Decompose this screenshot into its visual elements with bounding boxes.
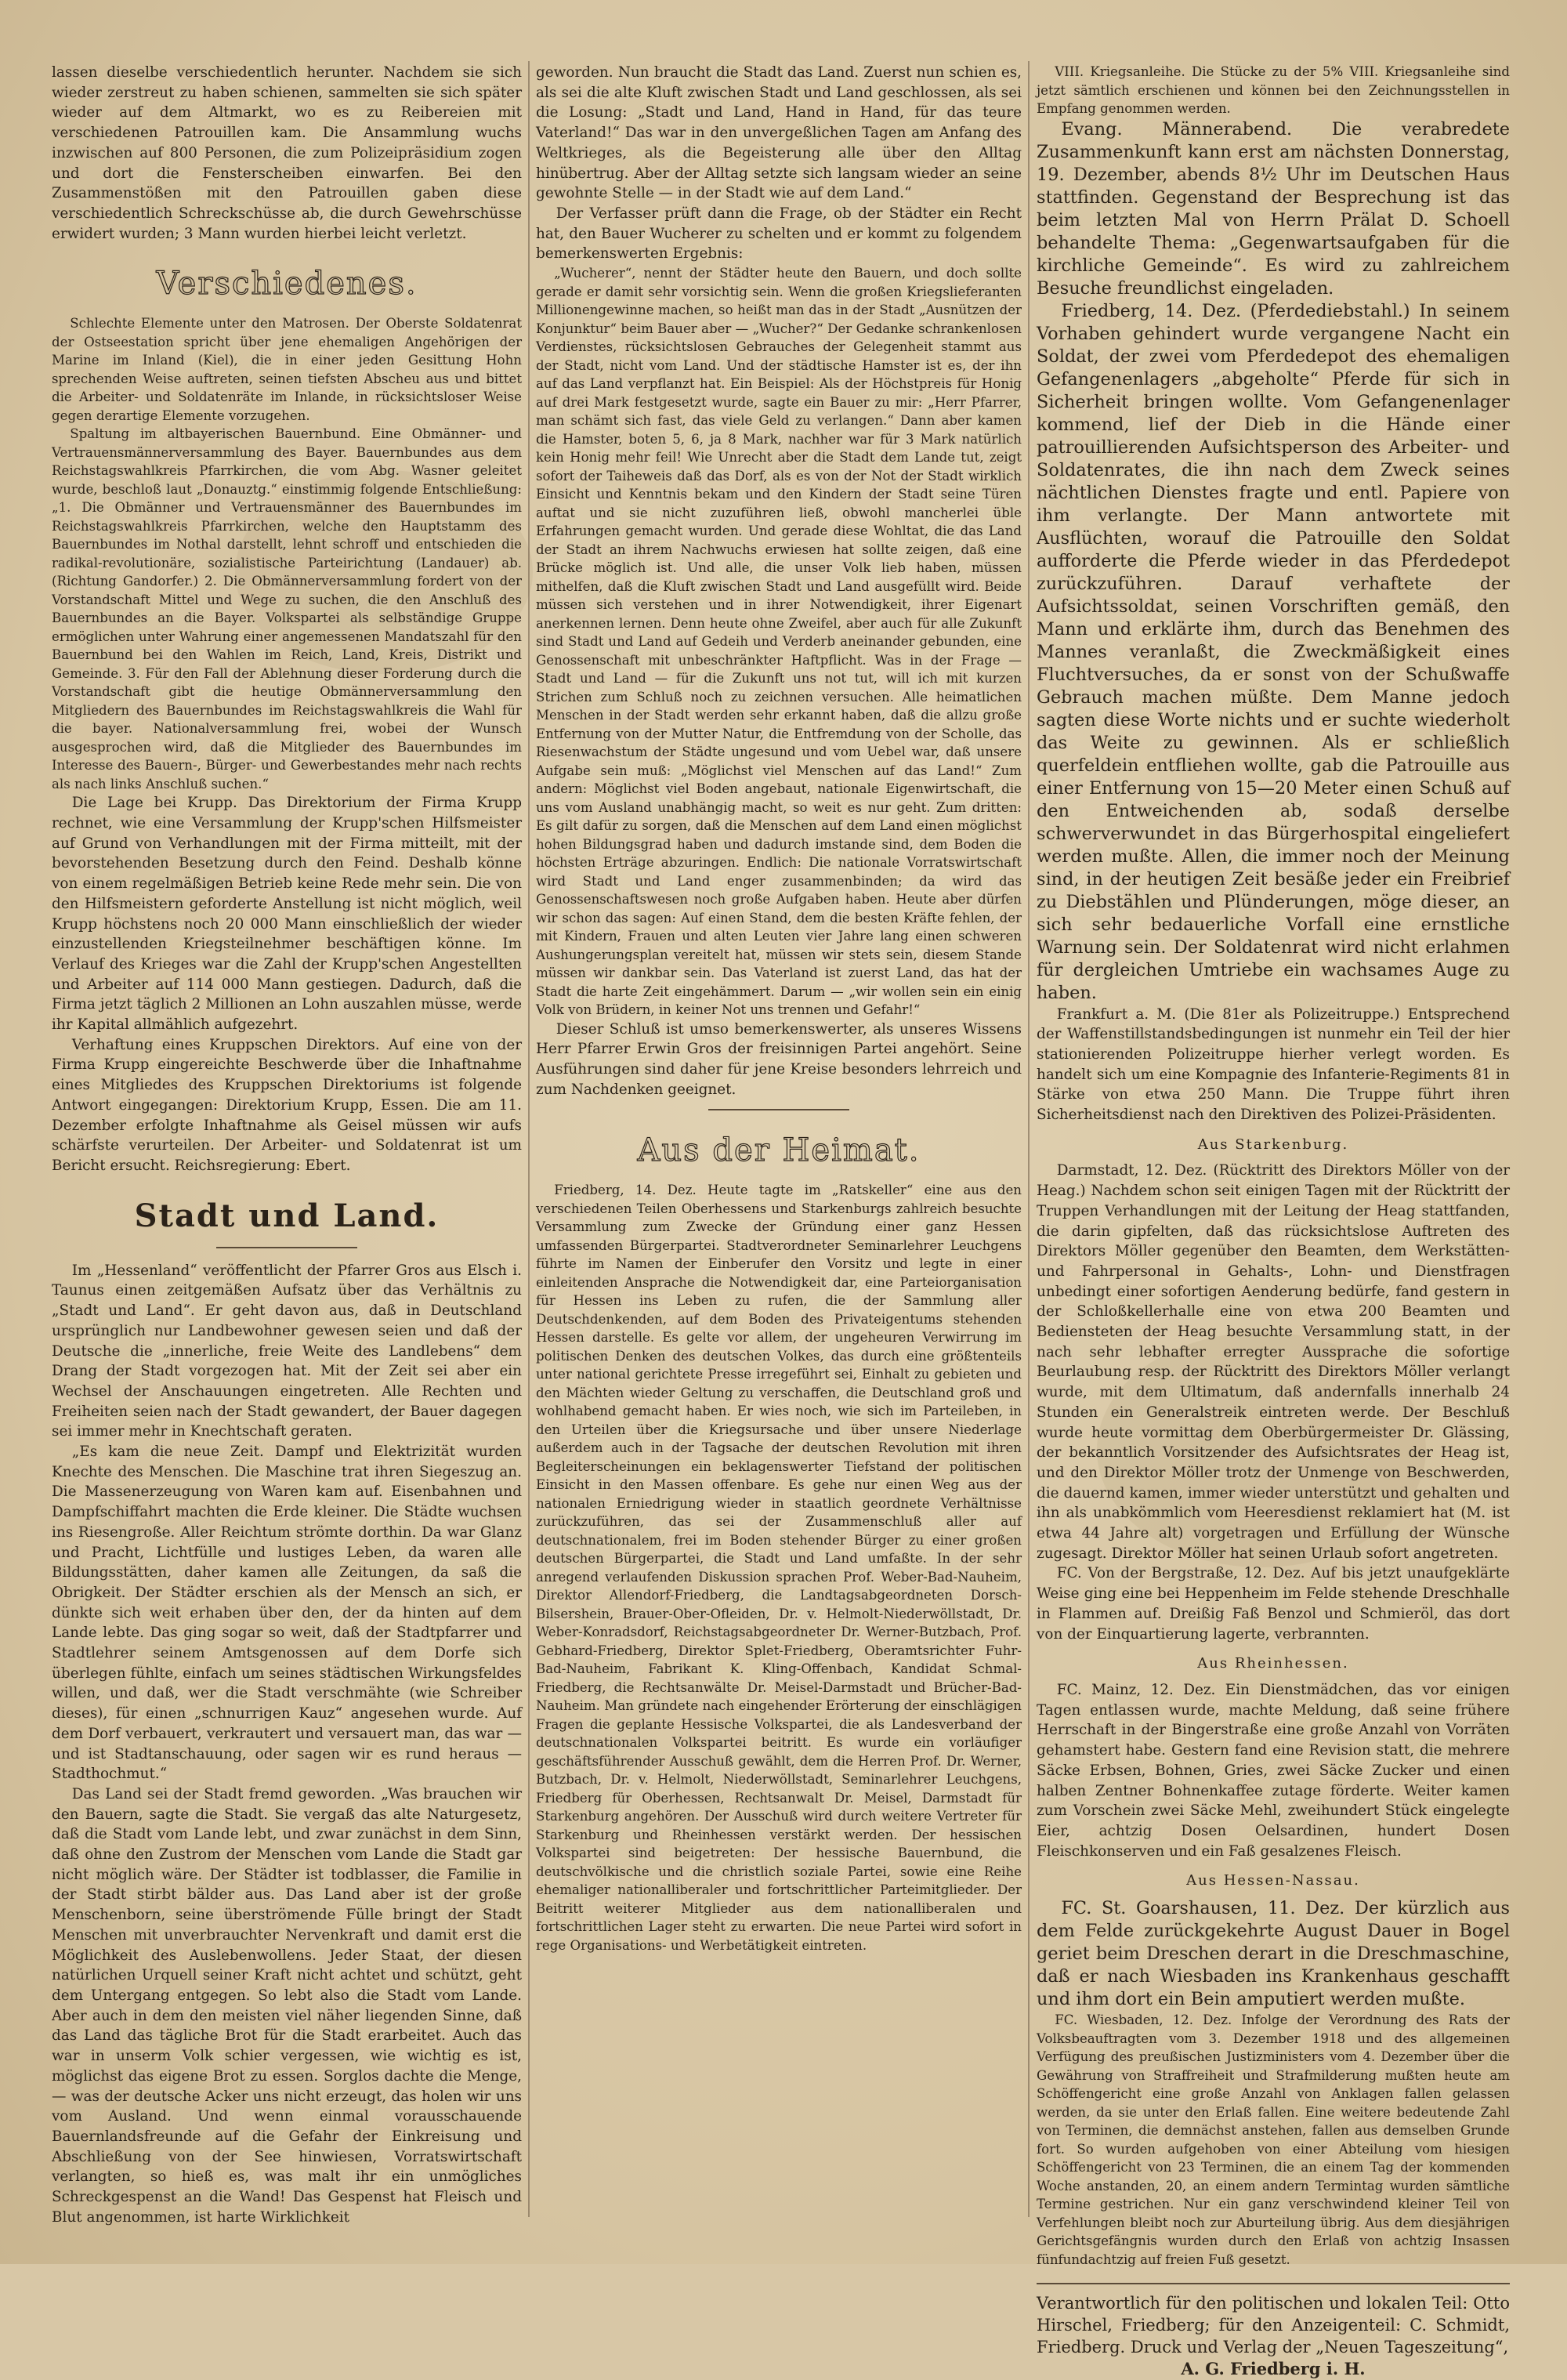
imprint-publisher: A. G. Friedberg i. H. bbox=[1181, 2359, 1366, 2379]
article-frankfurt: Frankfurt a. M. (Die 81er als Polizeitruppe.) Entsprechend der Waffenstillstandsbedingungen ist nunmehr ein Teil der hier stationierenden Polizeitruppe hierher verlegt worden. Es handelt sich um eine Kompagnie des Infanterie-Regiments 81 in Stärke von etwa 250 Mann. Die Truppe führt ihren Sicherheitsdienst nach den Direktiven des Polizei-Präsidenten. bbox=[1037, 1005, 1510, 1124]
article-krupp: Die Lage bei Krupp. Das Direktorium der Firma Krupp rechnet, wie eine Versammlung der Krupp'schen Hilfsmeister auf Grund von Verhandlungen mit der Firma mitteilt, mit der bevorstehenden Besetzung durch den Feind. Deshalb könne von einem regelmäßigen Betrieb keine Rede mehr sein. Die von den Hilfsmeistern geforderte Anstellung ist nicht möglich, weil Krupp höchstens noch 20 000 Mann einschließlich der wieder einzustellenden Kriegsteilnehmer beschäftigen könne. Im Verlauf des Krieges war die Zahl der Krupp'schen Angestellten und Arbeiter auf 114 000 Mann gestiegen. Dadurch, daß die Firma jetzt täglich 2 Millionen an Lohn auszahlen müsse, werde ihr Kapital allmählich aufgezehrt. bbox=[52, 795, 522, 1034]
article-buergerpartei: Friedberg, 14. Dez. Heute tagte im „Ratskeller“ eine aus den verschiedenen Teilen Oberhessens und Starkenburgs zahlreich besuchte Versammlung zum Zwecke der Gründung einer ganz Hessen umfassenden Bürgerpartei. Stadtverordneter Seminarlehrer Leuchgens führte im Namen der Einberufer den Vorsitz und legte in einer einleitenden Ansprache die Notwendigkeit dar, eine Parteiorganisation für Hessen ins Leben zu rufen, die der Sammlung aller Deutschdenkenden, auf dem Boden des Privateigentums stehenden Hessen darstelle. Es gelte vor allem, der ungeheuren Verwirrung im politischen Denken des deutschen Volkes, das durch eine größtenteils unter national gerichtete Presse irregeführt sei, Einhalt zu gebieten und den Mächten wieder Geltung zu verschaffen, die Deutschland groß und wohlhabend gemacht haben. Er wies noch, wie sich im Parteileben, in den Urteilen über die Kriegsursache und über unsere Niederlage außerdem auch in der Tagsache der deutschen Revolution mit ihren Begleiterscheinungen ein beklagenswerter Tiefstand der politischen Einsicht in den Massen offenbare. Es gehe nur einen Weg aus der nationalen Erniedrigung wieder in staatlich geordnete Verhältnisse zurückzuführen, das sei der Zusammenschluß aller auf deutschnationalem, frei im Boden stehender Bürger zu einer großen deutschen Bürgerpartei, die Stadt und Land umfaßte. In der sehr anregend verlaufenden Diskussion sprachen Prof. Weber-Bad-Nauheim, Direktor Allendorf-Friedberg, die Landtagsabgeordneten Dorsch-Bilsershein, Brauer-Ober-Ofleiden, Dr. v. Helmolt-Niederwöllstadt, Dr. Weber-Konradsdorf, Reichstagsabgeordneter Dr. Werner-Butzbach, Prof. Gebhard-Friedberg, Direktor Splet-Friedberg, Oberamtsrichter Fuhr-Bad-Nauheim, Fabrikant K. Kling-Offenbach, Kandidat Schmal-Friedberg, die Rechtsanwälte Dr. Meisel-Darmstadt und Brücher-Bad-Nauheim. Man gründete nach eingehender Erörterung der einschlägigen Fragen die geplante Hessische Volkspartei, die als Landesverband der deutschnationalen Volkspartei beitritt. Es wurde ein vorläufiger geschäftsführender Ausschuß gewählt, dem die Herren Prof. Dr. Werner, Butzbach, Dr. v. Helmolt, Niederwöllstadt, Seminarlehrer Leuchgens, Friedberg für Oberhessen, Rechtsanwalt Dr. Meisel, Darmstadt für Starkenburg angehören. Der Ausschuß wird durch weitere Vertreter für Starkenburg und Rheinhessen verstärkt werden. Der hessischen Volkspartei sind beigetreten: Der hessische Bauernbund, die deutschvölkische und die christlich soziale Partei, sowie eine Reihe ehemaliger nationalliberaler und fortschrittlicher Parteimitglieder. Der Beitritt weiterer Mitglieder aus dem nationalliberalen und fortschrittlichen Lager steht zu erwarten. Die neue Partei wird sofort in rege Organisations- und Werbetätigkeit eintreten. bbox=[536, 1183, 1022, 1953]
article-mainz: FC. Mainz, 12. Dez. Ein Dienstmädchen, das vor einigen Tagen entlassen wurde, machte Meldung, daß seine frühere Herrschaft in der Bingerstraße eine große Anzahl von Vorräten gehamstert habe. Gestern fand eine Revision statt, die mehrere Säcke Erbsen, Bohnen, Gries, zwei Säcke Zucker und einen halben Zentner Bohnenkaffee zutage förderte. Weiter kamen zum Vorschein zwei Säcke Mehl, zweihundert Stück eingelegte Eier, achtzig Dosen Oelsardinen, hundert Dosen Fleischkonserven und ein Faß gesalzenes Fleisch. bbox=[1037, 1682, 1510, 1860]
article-paragraph: Der Verfasser prüft dann die Frage, ob der Städter ein Recht hat, den Bauer Wucherer zu schelten und er kommt zu folgendem bemerkenswerten Ergebnis: bbox=[536, 205, 1022, 263]
subheading-hessen-nassau: Aus Hessen-Nassau. bbox=[1186, 1872, 1360, 1889]
article-matrosen: Schlechte Elemente unter den Matrosen. Der Oberste Soldatenrat der Ostseestation spricht über jene ehemaligen Angehörigen der Marine im Inland (Kiel), die in einer jeden Gesittung Hohn sprechenden Weise auftreten, seinen tiefsten Abscheu aus und bittet die Arbeiter- und Soldatenräte im Inlande, in rücksichtsloser Weise gegen derartige Elemente vorzugehen. bbox=[52, 316, 522, 423]
article-continuation: geworden. Nun braucht die Stadt das Land. Zuerst nun schien es, als sei die alte Kluft zwischen Stadt und Land geschlossen, als sei die Losung: „Stadt und Land, Hand in Hand, für das teure Vaterland!“ Das war in den unvergeßlichen Tagen am Anfang des Weltkrieges, als die Begeisterung alle über den Alltag hinübertrug. Aber der Alltag setzte sich langsam wieder an seine gewohnte Stelle — in der Stadt wie auf dem Land.“ bbox=[536, 64, 1022, 202]
article-bergstrasse: FC. Von der Bergstraße, 12. Dez. Auf bis jetzt unaufgeklärte Weise ging eine bei Heppenheim im Felde stehende Dreschhalle in Flammen auf. Dreißig Faß Benzol und Schmieröl, das dort von der Einquartierung lagerte, verbrannten. bbox=[1037, 1565, 1510, 1643]
imprint bbox=[1037, 2283, 1510, 2380]
article-stadt-land-intro: Im „Hessenland“ veröffentlicht der Pfarrer Gros aus Elsch i. Taunus einen zeitgemäßen Aufsatz über das Verhältnis zu „Stadt und Land“. Er geht davon aus, daß in Deutschland ursprünglich nur Landbewohner gewesen seien und daß der Deutsche die „innerliche, freie Weite des Landlebens“ dem Drang der Stadt vorgezogen hat. Mit der Zeit sei aber ein Wechsel der Anschauungen eingetreten. Alle Rechten und Freiheiten seien nach der Stadt gewandert, der Bauer dagegen sei immer mehr in Knechtschaft geraten. bbox=[52, 1262, 522, 1440]
article-darmstadt: Darmstadt, 12. Dez. (Rücktritt des Direktors Möller von der Heag.) Nachdem schon seit einigen Tagen mit der Rücktritt der Truppen Verhandlungen mit der Leitung der Heag stattfanden, die darin gipfelten, daß das rücksichtslose Auftreten des Direktors Möller gegenüber den Beamten, dem Werkstätten- und Fahrpersonal in Gehalts-, Lohn- und Dienstfragen unbedingt einer sofortigen Aenderung bedürfe, fand gestern in der Schloßkellerhalle eine von etwa 200 Beamten und Bediensteten der Heag besuchte Versammlung statt, in der nach sehr lebhafter erregter Aussprache die sofortige Beurlaubung resp. der Rücktritt des Direktors Möller verlangt wurde, mit dem Ultimatum, daß andernfalls innerhalb 24 Stunden ein Generalstreik eintreten werde. Der Beschluß wurde heute vormittag dem Oberbürgermeister Dr. Glässing, der bekanntlich Vorsitzender des Aufsichtsrates der Heag ist, und den Direktor Möller trotz der Unmenge von Beschwerden, die dauernd kamen, immer wieder unterstützt und gehalten und ihn als unabkömmlich vom Heeresdienst reklamiert hat (M. ist etwa 44 Jahre alt) vorgetragen und Erfüllung der Wünsche zugesagt. Direktor Möller hat seinen Urlaub sofort angetreten. bbox=[1037, 1162, 1510, 1562]
heading-rule bbox=[708, 1109, 849, 1110]
section-heading-aus-der-heimat: Aus der Heimat. bbox=[637, 1132, 921, 1169]
article-maennerabend: Evang. Männerabend. Die verabredete Zusammenkunft kann erst am nächsten Donnerstag, 19. Dezember, abends 8½ Uhr im Deutschen Haus stattfinden. Gegenstand der Besprechung ist das beim letzten Mal von Herrn Prälat D. Schoell behandelte Thema: „Gegenwartsaufgaben für die kirchliche Gemeinde“. Es wird zu zahlreichem Besuche freundlichst eingeladen. bbox=[1037, 118, 1510, 299]
column-rule bbox=[1028, 61, 1030, 2217]
column-rule bbox=[528, 61, 530, 2217]
section-heading-stadt-und-land: Stadt und Land. bbox=[134, 1197, 440, 1234]
column-2 bbox=[536, 63, 1022, 2233]
article-paragraph: Dieser Schluß ist umso bemerkenswerter, als unseres Wissens Herr Pfarrer Erwin Gros der freisinnigen Partei angehört. Seine Ausführungen sind daher für jene Kreise besonders lehrreich und zum Nachdenken geeignet. bbox=[536, 1020, 1022, 1098]
article-kriegsanleihe: VIII. Kriegsanleihe. Die Stücke zu der 5% VIII. Kriegsanleihe sind jetzt sämtlich erschienen und können bei den Zeichnungsstellen in Empfang genommen werden. bbox=[1037, 64, 1510, 116]
subheading-starkenburg: Aus Starkenburg. bbox=[1197, 1136, 1349, 1153]
article-krupp-direktor: Verhaftung eines Kruppschen Direktors. Auf eine von der Firma Krupp eingereichte Beschwerde über die Inhaftnahme eines Mitgliedes des Kruppschen Direktoriums ist folgende Antwort eingegangen: Direktorium Krupp, Essen. Die am 11. Dezember erfolgte Inhaftnahme als Geisel müssen wir aufs schärfste verurteilen. Der Arbeiter- und Soldatenrat ist um Bericht ersucht. Reichsregierung: Ebert. bbox=[52, 1036, 522, 1174]
article-continuation: lassen dieselbe verschiedentlich herunter. Nachdem sie sich wieder zerstreut zu haben schienen, sammelten sie sich später wieder auf dem Altmarkt, wo es zu Reibereien mit verschiedenen Patrouillen kam. Die Ansammlung wuchs inzwischen auf 800 Personen, die zum Polizeipräsidium zogen und dort die Fensterscheiben einwarfen. Bei den Zusammenstößen mit den Patrouillen gaben diese verschiedentlich Schreckschüsse ab, die durch Gewehrschüsse erwidert wurden; 3 Mann wurden hierbei leicht verletzt. bbox=[52, 64, 522, 242]
article-wiesbaden: FC. Wiesbaden, 12. Dez. Infolge der Verordnung des Rats der Volksbeauftragten vom 3. Dezember 1918 und des allgemeinen Verfügung des preußischen Justizministers vom 4. Dezember über die Gewährung von Straffreiheit und Strafmilderung mußten heute am Schöffengericht eine große Anzahl von Anklagen fallen gelassen werden, da sie unter den Erlaß fallen. Eine weitere bedeutende Zahl von Terminen, die demnächst anstehen, fallen aus demselben Grunde fort. So wurden aufgehoben von einer Abteilung vom hiesigen Schöffengericht von 23 Terminen, die an einem Tag der kommenden Woche anstanden, 20, an einem andern Termintag wurden sämtliche Termine gestrichen. Nur ein ganz verschwindend kleiner Teil von Verfehlungen bleibt noch zur Aburteilung übrig. Aus dem diesjährigen Gerichtsgefängnis wurden durch den Erlaß von achtzig Insassen fünfundachtzig auf freien Fuß gesetzt. bbox=[1037, 2012, 1510, 2267]
subheading-rheinhessen: Aus Rheinhessen. bbox=[1197, 1655, 1349, 1672]
column-3 bbox=[1037, 63, 1510, 2379]
imprint-text: Verantwortlich für den politischen und lokalen Teil: Otto Hirschel, Friedberg; für den Anzeigenteil: C. Schmidt, Friedberg. Druck und Verlag der „Neuen Tageszeitung“, bbox=[1037, 2294, 1510, 2357]
article-stadt-land-cont: Das Land sei der Stadt fremd geworden. „Was brauchen wir den Bauern, sagte die Stadt. Sie vergaß das alte Naturgesetz, daß die Stadt vom Lande lebt, und zwar zunächst in dem Sinn, daß ohne den Zustrom der Menschen vom Lande die Stadt gar nicht möglich wäre. Der Städter ist todblasser, die Familie in der Stadt stirbt bälder aus. Das Land aber ist der große Menschenborn, seine überströmende Fülle bringt der Stadt Menschen mit unverbrauchter Nervenkraft und damit erst die Möglichkeit des Auslebenwollens. Jeder Staat, der diesen natürlichen Urquell seiner Kraft nicht achtet und schützt, geht dem Untergang entgegen. So lebt also die Stadt vom Lande. Aber auch in dem den meisten viel näher liegenden Sinne, daß das Land das tägliche Brot für die Stadt erarbeitet. Auch das war in unserm Volk schier vergessen, wie wichtig es ist, möglichst das eigene Brot zu essen. Sorglos dachte die Menge, — was der deutsche Acker uns nicht erzeugt, das holen wir uns vom Ausland. Und wenn einmal vorausschauende Bauernlandsfreunde auf die Gefahr der Einkreisung und Abschließung von der See hinwiesen, Vorratswirtschaft verlangten, so hieß es, was malt ihr ein unmögliches Schreckgespenst an die Wand! Das Gespenst hat Fleisch und Blut angenommen, ist harte Wirklichkeit bbox=[52, 1785, 522, 2226]
column-1 bbox=[52, 63, 522, 2233]
article-bauernbund: Spaltung im altbayerischen Bauernbund. Eine Obmänner- und Vertrauensmännerversammlung des Bayer. Bauernbundes aus dem Reichstagswahlkreis Pfarrkirchen, die vom Abg. Wasner geleitet wurde, beschloß laut „Donauztg.“ einstimmig folgende Entschließung: „1. Die Obmänner und Vertrauensmänner des Bauernbundes im Reichstagswahlkreis Pfarrkirchen, welche den Hauptstamm des Bauernbundes im Nothal darstellt, lehnt schroff und entschieden die radikal-revolutionäre, sozialistische Parteirichtung (Landauer) ab. (Richtung Gandorfer.) 2. Die Obmännerversammlung fordert von der Vorstandschaft Mittel und Wege zu suchen, die den Anschluß des Bauernbundes an die Bayer. Volkspartei als selbständige Gruppe ermöglichen unter Wahrung einer angemessenen Mandatszahl für den Bauernbund bei den Wahlen im Reich, Land, Kreis, Distrikt und Gemeinde. 3. Für den Fall der Ablehnung dieser Forderung durch die Vorstandschaft gibt die heutige Obmännerversammlung den Mitgliedern des Bauernbundes im Reichstagswahlkreis die Wahl für die bayer. Nationalversammlung frei, wobei der Wunsch ausgesprochen wird, daß die Mitglieder des Bauernbundes im Interesse des Bauern-, Bürger- und Gewerbestandes mehr nach rechts als nach links Anschluß suchen.“ bbox=[52, 426, 522, 792]
article-stadt-land-quote: „Es kam die neue Zeit. Dampf und Elektrizität wurden Knechte des Menschen. Die Maschine trat ihren Siegeszug an. Die Massenerzeugung von Waren kam auf. Eisenbahnen und Dampfschiffahrt machten die Erde kleiner. Die Städte wuchsen ins Riesengroße. Aller Reichtum strömte dorthin. Da war Glanz und Pracht, Lichtfülle und lustiges Leben, da waren alle Bildungsstätten, daher kamen alle Zeitungen, da saß die Obrigkeit. Der Städter erschien als der Mensch an sich, er dünkte sich weit erhaben über den, der da hinten auf dem Lande lebte. Das ging sogar so weit, daß der Stadtpfarrer und Stadtlehrer seinem Amtsgenossen auf dem Dorfe sich überlegen fühlte, einfach um seines städtischen Wirkungsfeldes willen, und daß, wer die Stadt verschmähte (wie Schreiber dieses), für einen „schnurrigen Kauz“ angesehen wurde. Auf dem Dorf verbauert, verkrautert und versauert man, das war — und ist Stadtanschauung, oder sagen wir es rund heraus — Stadthochmut.“ bbox=[52, 1444, 522, 1783]
section-heading-verschiedenes: Verschiedenes. bbox=[156, 266, 418, 302]
heading-rule bbox=[216, 1247, 357, 1248]
article-st-goarshausen: FC. St. Goarshausen, 11. Dez. Der kürzlich aus dem Felde zurückgekehrte August Dauer in Bogel geriet beim Dreschen derart in die Dreschmaschine, daß er nach Wiesbaden ins Krankenhaus geschafft und ihm dort ein Bein amputiert werden mußte. bbox=[1037, 1898, 1510, 2010]
article-pferdediebstahl: Friedberg, 14. Dez. (Pferdediebstahl.) In seinem Vorhaben gehindert wurde vergangene Nacht ein Soldat, der zwei vom Pferdedepot des ehemaligen Gefangenenlagers „abgeholte“ Pferde für sich in Sicherheit bringen wollte. Vom Gefangenenlager kommend, lief der Dieb in die Hände einer patrouillierenden Aufsichtsperson des Arbeiter- und Soldatenrates, die ihn nach dem Zweck seines nächtlichen Dienstes fragte und entl. Papiere von ihm verlangte. Der Mann antwortete mit Ausflüchten, worauf die Patrouille den Soldat aufforderte die Pferde wieder in das Pferdedepot zurückzuführen. Darauf verhaftete der Aufsichtssoldat, seinen Vorschriften gemäß, den Mann und erklärte ihm, durch das Benehmen des Mannes veranlaßt, die Zweckmäßigkeit eines Fluchtversuches, da er sonst von der Schußwaffe Gebrauch machen müßte. Dem Manne jedoch sagten diese Worte nichts und er suchte wiederholt das Weite zu gewinnen. Als er schließlich querfeldein entfliehen wollte, gab die Patrouille aus einer Entfernung von 15—20 Meter einen Schuß auf den Entweichenden ab, sodaß derselbe schwerverwundet in das Bürgerhospital eingeliefert werden mußte. Allen, die immer noch der Meinung sind, in der heutigen Zeit besäße jeder ein Freibrief zu Diebstählen und Plünderungen, möge dieser, an sich sehr bedauerliche Vorfall eine ernstliche Warnung sein. Der Soldatenrat wird nicht erlahmen für dergleichen Umtriebe ein wachsames Auge zu haben. bbox=[1037, 300, 1510, 1003]
article-wucherer: „Wucherer“, nennt der Städter heute den Bauern, und doch sollte gerade er damit sehr vorsichtig sein. Wenn die großen Kriegslieferanten Millionengewinne machen, so heißt man das in der Stadt „Ausnützen der Konjunktur“ beim Bauer aber — „Wucher?“ Der Gedanke schrankenlosen Verdienstes, rücksichtslosen Gebrauches der Gelegenheit stammt aus der Stadt, nicht vom Land. Und der städtische Hamster ist es, der ihn auf das Land verpflanzt hat. Ein Beispiel: Als der Höchstpreis für Honig auf drei Mark festgesetzt wurde, sagte ein Bauer zu mir: „Herr Pfarrer, man schämt sich fast, das viele Geld zu verlangen.“ Dann aber kamen die Hamster, boten 5, 6, ja 8 Mark, nachher war für 3 Mark natürlich kein Honig mehr feil! Wie Unrecht aber die Stadt dem Lande tut, zeigt sofort der Taiheweis daß das Dorf, als es von der Not der Stadt wirklich Einsicht und Kenntnis bekam und den Kindern der Stadt seine Türen auftat und sie nicht zuzuführen ließ, obwohl mancherlei üble Erfahrungen gemacht wurden. Und gerade diese Wohltat, die das Land der Stadt an ihrem Nachwuchs erwiesen hat sollte zeigen, daß eine Brücke möglich ist. Und alle, die unser Volk lieb haben, müssen mithelfen, daß die Kluft zwischen Stadt und Land ausgefüllt wird. Beide müssen sich verstehen und in ihrer Notwendigkeit, ihrer Eigenart anerkennen lernen. Denn heute ohne Zweifel, aber auch für alle Zukunft sind Stadt und Land auf Gedeih und Verderb aneinander gebunden, eine Genossenschaft mit unbeschränkter Haftpflicht. Was in der Frage — Stadt und Land — für die Zukunft uns not tut, will ich mit kurzen Strichen zum Schluß noch zu zeichnen versuchen. Alle heimatlichen Menschen in der Stadt werden sehr erkannt haben, daß die allzu große Entfernung von der Mutter Natur, die Entfremdung von der Scholle, das Riesenwachstum der Städte ungesund und vom Uebel war, daß unsere Aufgabe sein muß: „Möglichst viel Menschen auf das Land!“ Zum andern: Möglichst viel Boden angebaut, nationale Eigenwirtschaft, die uns vom Ausland unabhängig macht, so weit es nur geht. Zum dritten: Es gilt dafür zu sorgen, daß die Menschen auf dem Land einen möglichst hohen Bildungsgrad haben und dadurch imstande sind, dem Boden die höchsten Erträge abzuringen. Endlich: Die nationale Vorratswirtschaft wird Stadt und Land enger zusammenbinden; da wird das Genossenschaftswesen noch große Aufgaben haben. Heute aber dürfen wir schon das sagen: Auf einen Stand, dem die besten Kräfte fehlen, der mit Kindern, Frauen und alten Leuten vier Jahre lang einen schweren Aushungerungsplan vereitelt hat, müssen wir stets sein, diesem Stande müssen wir dankbar sein. Das Vaterland ist zuerst Land, das hat der Stadt die harte Zeit eingehämmert. Darum — „wir wollen sein ein einig Volk von Brüdern, in keiner Not uns trennen und Gefahr!“ bbox=[536, 266, 1022, 1018]
